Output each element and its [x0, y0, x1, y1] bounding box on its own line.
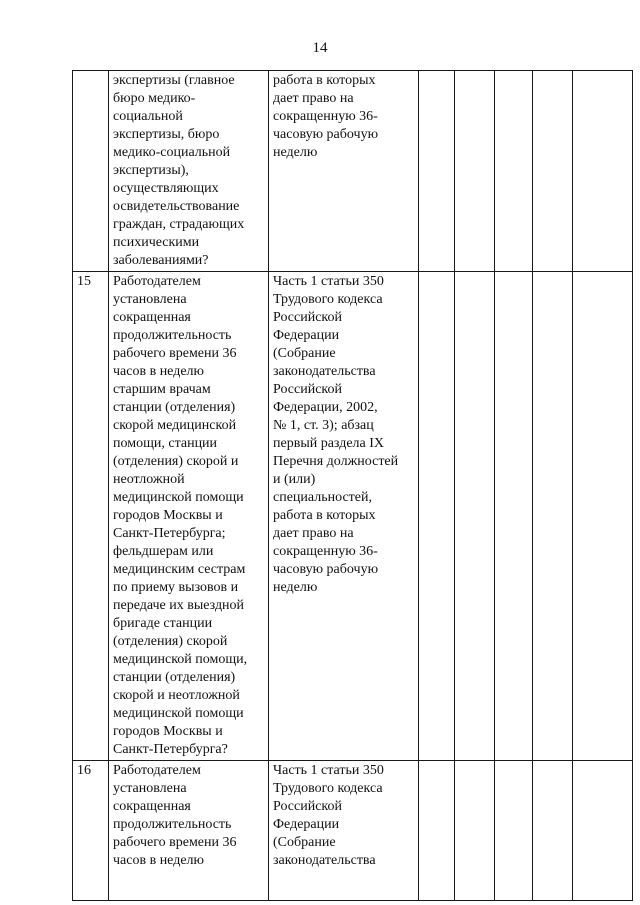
row-number	[73, 71, 109, 272]
reference-cell: работа в которых дает право на сокращенную 36- часовую рабочую неделю	[269, 71, 419, 272]
table-row	[73, 71, 633, 272]
question-cell: Работодателем установлена сокращенная продолжительность рабочего времени 36 часов в неделю	[109, 761, 269, 901]
reference-cell: Часть 1 статьи 350 Трудового кодекса Российской Федерации (Собрание законодательства Российской Федерации, 2002, № 1, ст. 3); абзац первый раздела IX Перечня должностей и (или) специальностей, работа в которых дает право на сокращенную 36- часовую рабочую неделю	[269, 272, 419, 761]
answer-yes-cell	[419, 761, 455, 901]
row-number: 16	[73, 761, 109, 901]
answer-no-cell	[455, 71, 495, 272]
answer-no-cell	[455, 272, 495, 761]
answer-extra-cell	[533, 272, 573, 761]
answer-extra-cell	[533, 761, 573, 901]
notes-cell	[573, 761, 633, 901]
table-row	[73, 272, 633, 761]
row-number: 15	[73, 272, 109, 761]
answer-yes-cell	[419, 71, 455, 272]
table-row	[73, 761, 633, 901]
reference-cell: Часть 1 статьи 350 Трудового кодекса Российской Федерации (Собрание законодательства	[269, 761, 419, 901]
question-cell: Работодателем установлена сокращенная продолжительность рабочего времени 36 часов в неделю старшим врачам станции (отделения) скорой медицинской помощи, станции (отделения) скорой и неотложной медицинской помощи городов Москвы и Санкт-Петербурга; фельдшерам или медицинским сестрам по приему вызовов и передаче их выездной бригаде станции (отделения) скорой медицинской помощи, станции (отделения) скорой и неотложной медицинской помощи городов Москвы и Санкт-Петербурга?	[109, 272, 269, 761]
notes-cell	[573, 272, 633, 761]
answer-na-cell	[495, 71, 533, 272]
answer-extra-cell	[533, 71, 573, 272]
checklist-table	[72, 70, 633, 901]
answer-no-cell	[455, 761, 495, 901]
answer-yes-cell	[419, 272, 455, 761]
question-cell: экспертизы (главное бюро медико- социальной экспертизы, бюро медико-социальной экспертизы), осуществляющих освидетельствование граждан, страдающих психическими заболеваниями?	[109, 71, 269, 272]
page-number: 14	[312, 40, 328, 56]
answer-na-cell	[495, 272, 533, 761]
answer-na-cell	[495, 761, 533, 901]
notes-cell	[573, 71, 633, 272]
